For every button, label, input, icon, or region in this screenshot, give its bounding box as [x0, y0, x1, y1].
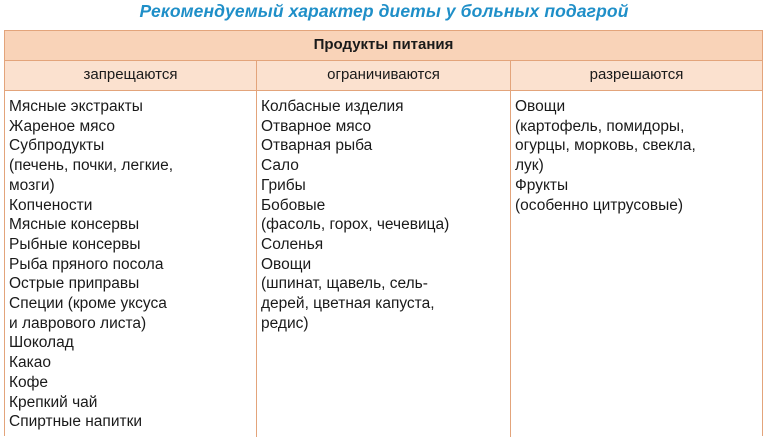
list-item: лук): [515, 157, 544, 175]
list-item: Мясные экстракты: [9, 98, 143, 115]
list-item: Бобовые: [261, 196, 326, 214]
list-item: (картофель, помидоры,: [515, 117, 685, 135]
list-item: Острые приправы: [9, 275, 140, 293]
column-limited: [257, 91, 511, 437]
column-allowed: [511, 91, 762, 437]
column-header-allowed: разрешаются: [589, 66, 684, 83]
list-item: Рыба пряного посола: [9, 255, 164, 273]
list-item: Копчености: [9, 196, 93, 214]
list-item: редис): [261, 314, 309, 332]
list-item: Какао: [9, 354, 52, 372]
list-item: Отварное мясо: [261, 117, 372, 135]
list-item: (особенно цитрусовые): [515, 196, 684, 214]
table-body: [5, 91, 762, 437]
list-item: Кофе: [9, 373, 49, 391]
column-header-forbidden: запрещаются: [5, 61, 257, 90]
list-item: Соленья: [261, 235, 324, 253]
list-item: Овощи: [515, 98, 566, 115]
list-item: Шоколад: [9, 334, 74, 352]
list-item: мозги): [9, 176, 55, 194]
column-headers: [5, 61, 762, 91]
list-item: (шпинат, щавель, сель-: [261, 275, 428, 293]
allowed-list: [515, 97, 762, 215]
list-item: Мясные консервы: [9, 216, 140, 234]
list-item: Овощи: [261, 255, 312, 273]
list-item: и лаврового листа): [9, 314, 147, 332]
column-header-limited: ограничиваются: [257, 61, 511, 90]
table-header: Продукты питания: [5, 31, 762, 61]
list-item: Грибы: [261, 176, 306, 194]
column-forbidden: [5, 91, 257, 437]
list-item: (фасоль, горох, чечевица): [261, 216, 450, 234]
list-item: Отварная рыба: [261, 137, 373, 155]
list-item: дерей, цветная капуста,: [261, 295, 435, 313]
list-item: (печень, почки, легкие,: [9, 157, 174, 175]
limited-list: [261, 97, 510, 333]
list-item: Сало: [261, 157, 299, 175]
forbidden-list: [9, 97, 256, 432]
diet-table: [4, 30, 763, 436]
list-item: Крепкий чай: [9, 393, 98, 411]
list-item: Рыбные консервы: [9, 235, 141, 253]
list-item: Субпродукты: [9, 137, 105, 155]
list-item: Фрукты: [515, 176, 569, 194]
list-item: Спиртные напитки: [9, 413, 143, 431]
list-item: Специи (кроме уксуса: [9, 295, 167, 313]
list-item: огурцы, морковь, свекла,: [515, 137, 696, 155]
list-item: Жареное мясо: [9, 117, 116, 135]
list-item: Колбасные изделия: [261, 98, 404, 115]
page-title: Рекомендуемый характер диеты у больных подагрой: [139, 1, 629, 21]
